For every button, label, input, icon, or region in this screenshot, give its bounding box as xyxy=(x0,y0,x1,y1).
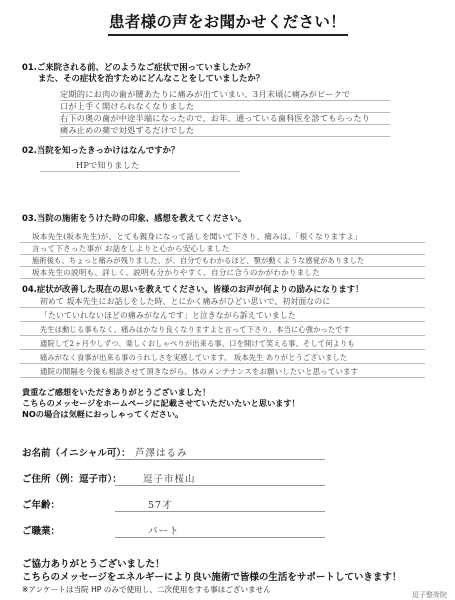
question-2: 02.当院を知ったきっかけはなんですか？ xyxy=(22,145,180,155)
answer-4-line-1: 初めて 坂本先生にお話しをした時、とにかく痛みがひどい思いで、初対面なのに xyxy=(40,297,331,306)
address-label: ご住所（例：逗子市）： xyxy=(22,474,122,485)
answer-4-line-3: 先生は動じる事もなく、痛みはかなり良くなりますよと言って下さり、本当に心強かったです xyxy=(40,325,351,334)
rule xyxy=(20,278,425,279)
note-line-2: こちらのメッセージをホームページに記載させていただいたいと思います！ xyxy=(22,398,300,408)
name-line xyxy=(115,459,325,460)
name-label: お名前（イニシャル可）： xyxy=(22,448,131,459)
name-value: 芦澤はるみ xyxy=(135,448,188,459)
rule xyxy=(20,377,425,378)
footer-note: ※アンケートは当院 HP のみで使用し、二次使用をする事はございません xyxy=(22,585,271,594)
job-label: ご職業： xyxy=(22,526,61,537)
answer-4-line-6: 通院の間隔を今後も相談させて頂きながら、体のメンテナンスをお願いしたいと思っています xyxy=(40,367,359,376)
rule xyxy=(20,307,425,308)
note-line-1: 貴重なご感想をいただきありがとうございました！ xyxy=(22,387,211,397)
question-3: 03.当院の施術をうけた時の印象、感想を教えてください。 xyxy=(22,213,247,223)
age-label: ご年齢： xyxy=(22,500,61,511)
answer-1-line-3: 右下の奥の歯が中途半端になったので、お年、通っている歯科医を診てもらったり xyxy=(60,113,371,123)
answer-3-line-1: 坂本先生(坂本先生)が、とても親身になって話しを聞いて下さり、痛みは、「根くなりますよ」 xyxy=(32,232,362,241)
answer-1-line-1: 定期的にお肉の歯が腰あたりに痛みが出ていまい、3月末頃に痛みがピークで xyxy=(60,89,351,99)
answer-3-line-2: 言って下さった事が お話をしよりと心から安心しました xyxy=(32,244,230,253)
question-1-line-1: 01.ご来院される前、どのようなご症状で困っていましたか？ xyxy=(22,62,255,72)
rule xyxy=(60,136,390,137)
job-line xyxy=(115,537,325,538)
address-line xyxy=(115,485,325,486)
answer-4-line-5: 痛みがなく食事が出来る事のうれしさを実感しています。 坂本先生 ありがとうございました xyxy=(40,353,348,362)
answer-1-line-2: 口が上手く開けられなくなりました xyxy=(60,101,195,111)
answer-2: HPで知りました xyxy=(76,160,140,170)
answer-1-line-4: 痛み止めの薬で対処するだけでした xyxy=(60,125,195,135)
answer-4-line-2: 「たいていれないほどの痛みがなんです」と泣きながら訴えていました xyxy=(40,311,296,320)
page-title: 患者様の声をお聞かせください！ xyxy=(108,13,346,31)
rule xyxy=(20,363,425,364)
rule xyxy=(40,171,240,172)
rule xyxy=(20,335,425,336)
address-value: 逗子市桜山 xyxy=(143,474,196,485)
footer-line-1: ご協力ありがとうございました！ xyxy=(22,559,165,570)
clinic-stamp: 逗子整骨院 xyxy=(412,591,447,599)
title-underline xyxy=(108,34,348,36)
question-1-line-2: また、その症状を治すためにどんなことをしていましたか？ xyxy=(38,73,265,83)
answer-3-line-3: 施術後も、ちょっと痛みが残りました、が、自分でもわかるほど、顎が動くような感覚がありました xyxy=(32,256,365,265)
job-value: パート xyxy=(148,526,180,537)
answer-3-line-4: 坂本先生の説明も、詳しく、説明も分かりやすく、自分に合うのかがわかりました xyxy=(32,268,321,277)
note-line-3: NOの場合は気軽におっしゃってください。 xyxy=(22,409,184,419)
answer-4-line-4: 通院して2ヶ月少しずつ、楽しくおしゃべりが出来る事、口を開けて笑える事、そして何よりも xyxy=(40,339,355,348)
age-value: 57才 xyxy=(148,500,173,511)
rule xyxy=(20,349,425,350)
age-line xyxy=(115,511,325,512)
question-4: 04.症状が改善した現在の思いを教えてください。皆様のお声が何よりの励みになります！ xyxy=(22,284,364,294)
rule xyxy=(20,321,425,322)
footer-line-2: こちらのメッセージをエネルギーにより良い施術で皆様の生活をサポートしていきます！ xyxy=(22,572,402,583)
